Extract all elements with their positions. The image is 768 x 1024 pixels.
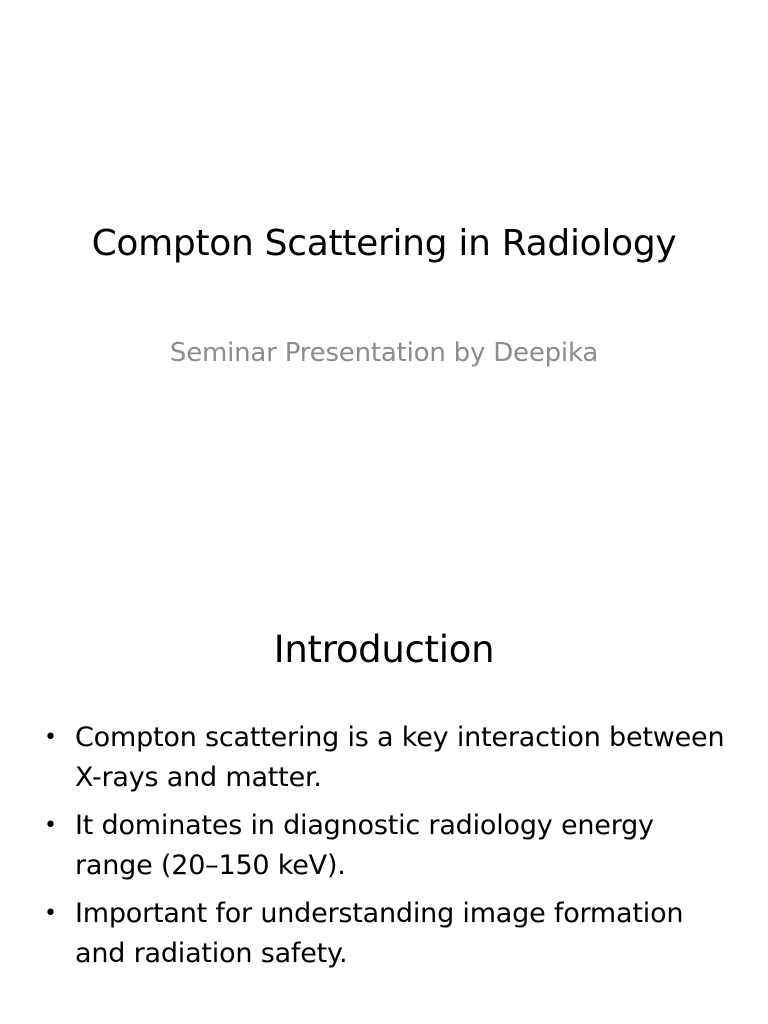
bullet-dot-icon: • [44, 901, 57, 926]
slide-title: Introduction [273, 628, 495, 671]
slide-subtitle: Seminar Presentation by Deepika [169, 338, 599, 368]
bullet-text: It dominates in diagnostic radiology energy range (20–150 keV). [75, 810, 654, 881]
bullet-list [44, 718, 734, 982]
bullet-item [44, 806, 734, 886]
bullet-text: Compton scattering is a key interaction between X-rays and matter. [75, 722, 725, 793]
slide-title: Compton Scattering in Radiology [91, 223, 677, 264]
bullet-dot-icon: • [44, 725, 57, 750]
bullet-dot-icon: • [44, 813, 57, 838]
bullet-item [44, 894, 734, 974]
introduction-slide [0, 576, 768, 1024]
bullet-text: Important for understanding image formation and radiation safety. [75, 898, 684, 969]
bullet-item [44, 718, 734, 798]
